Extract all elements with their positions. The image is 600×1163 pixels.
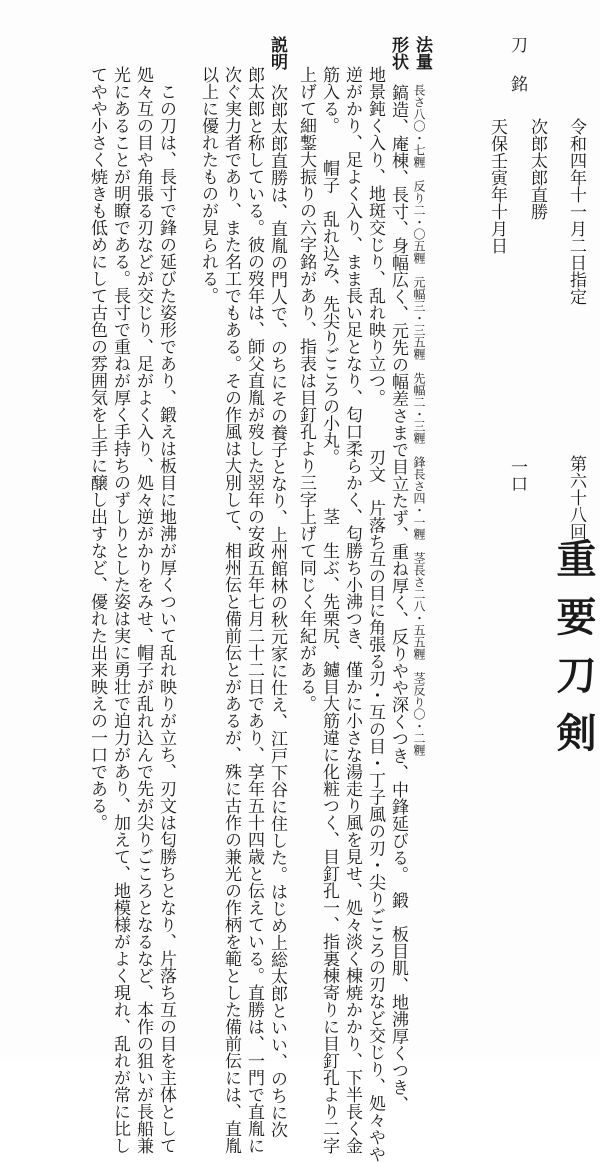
designation-date: 令和四年十一月二日指定 xyxy=(566,118,586,305)
explanation-line-5: この刀は、長寸で鋒の延びた姿形であり、鍛えは板目に地沸が厚くついて乱れ映りが立ち、刃文は匂勝ちとなり、片落ち互の目を主体として xyxy=(156,66,176,1154)
session-number: 第六十八回 xyxy=(566,455,586,540)
measurements-label: 法量 xyxy=(412,36,432,70)
explanation-line-2: 郎太郎と称している。彼の歿年は、師父直胤が歿した翌年の安政五年七月二十二日であり、享年五十四歳と伝えている。直勝は、一門で直胤に xyxy=(244,66,264,1154)
shape-label: 形状 xyxy=(388,36,408,70)
shape-line-2: 地景鈍く入り、地斑交じり、乱れ映り立つ。 刃文 片落ち互の目に角張る刃・互の目・丁子風の刃・尖りごころの刃など交じり、処々やや xyxy=(365,66,385,1163)
shape-line-5: 上げて細鏨大振りの六字銘があり、指表は目釘孔より三字上げて同じく年紀がある。 xyxy=(296,66,316,712)
type-label: 刀 xyxy=(507,36,527,53)
mei-front: 次郎太郎直勝 xyxy=(527,118,547,220)
explanation-line-1: 次郎太郎直勝は、直胤の門人で、のちにその養子となり、上州館林の秋元家に仕え、江戸下谷に住した。はじめ上総太郎といい、のちに次 xyxy=(267,84,287,1138)
explanation-line-8: てやや小さく焼きも低めにして古色の雰囲気を上手に醸し出すなど、優れた出来映えの一口である。 xyxy=(87,66,107,831)
explanation-line-7: 光にあることが明瞭である。長寸で重ねが厚く手持ちのずしりとした姿は実に勇壮で迫力があり、加えて、地模様がよく現れ、乱れが常に比し xyxy=(110,66,130,1154)
explanation-line-3: 次ぐ実力者であり、また名工でもある。その作風は大別して、相州伝と備前伝とがあるが、殊に古作の兼光の作柄を範とした備前伝には、直胤 xyxy=(221,66,241,1154)
explanation-line-6: 処々互の目や角張る刃などが交じり、足がよく入り、処々逆がかりをみせ、帽子が乱れ込んで先が尖りごころとなるなど、本作の狙いが長船兼 xyxy=(133,66,153,1154)
shape-line-4: 筋入る。 帽子 乱れ込み、先尖りごころの小丸。 茎 生ぶ、先栗尻、鑢目大筋違に化粧つく、目釘孔一、指裏棟寄りに目釘孔より二字 xyxy=(319,66,339,1154)
explanation-line-4: 以上に優れたものが見られる。 xyxy=(198,66,218,304)
page-title: 重要刀剣 xyxy=(550,538,597,770)
mei-label: 銘 xyxy=(507,75,527,92)
explanation-label: 説明 xyxy=(267,36,287,70)
shape-line-1: 鎬造、庵棟、長寸、身幅広く、元先の幅差さまで目立たず、重ね厚く、反りやや深くつき、中鋒延びる。 鍛 板目肌、地沸厚くつき、 xyxy=(388,84,408,1113)
shape-line-3: 逆がかり、足よく入り、まま長い足となり、匂口柔らかく、匂勝ち小沸つき、僅かに小さな湯走り風を見せ、処々淡く棟焼かかり、下半長く金 xyxy=(342,66,362,1154)
item-count: 一口 xyxy=(507,458,527,492)
mei-back: 天保壬寅年十月日 xyxy=(487,118,507,254)
measurements-text: 長さ八〇・七糎 反り二・〇五糎 元幅三・三五糎 先幅二・三糎 鋒長さ四・一糎 茎長さ二八・五五糎 茎反り〇・二糎 xyxy=(412,84,426,756)
